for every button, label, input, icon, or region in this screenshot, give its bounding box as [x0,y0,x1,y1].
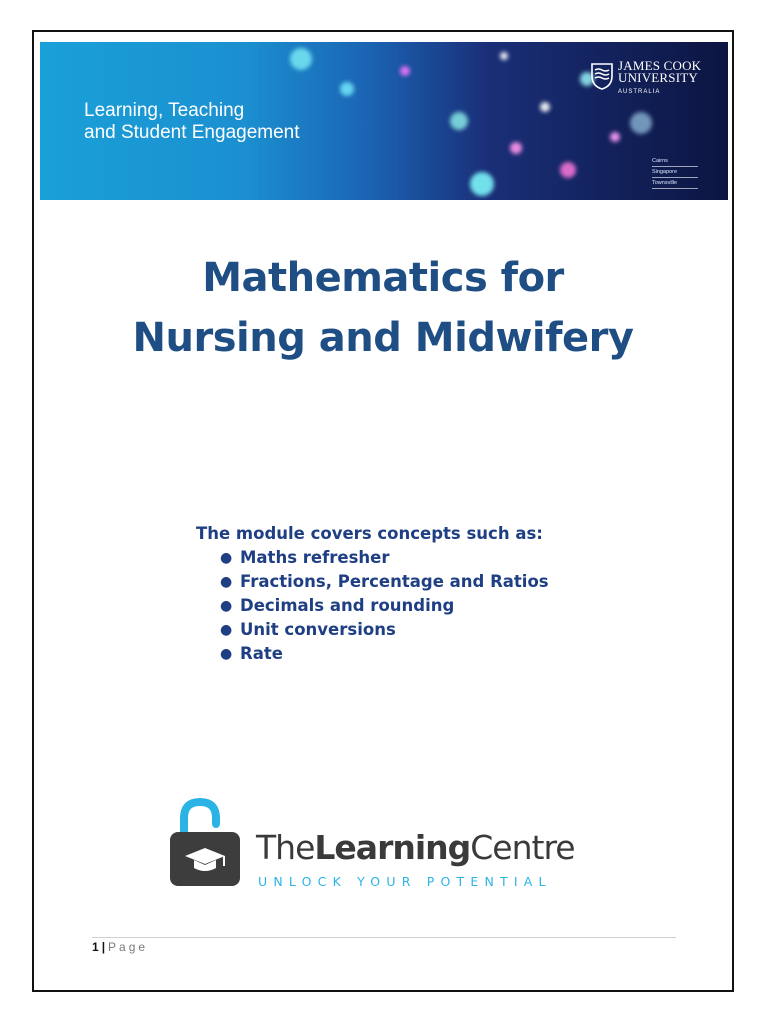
bullet-icon: ● [220,574,233,590]
bullet-icon: ● [220,550,233,566]
bullet-icon: ● [220,598,233,614]
list-item: ● Rate [240,642,549,666]
logo-tagline: UNLOCK YOUR POTENTIAL [258,874,552,889]
campus-list [652,156,698,189]
logo-name: TheLearningCentre [256,828,575,867]
module-topics [196,522,549,666]
list-item: ● Unit conversions [240,618,549,642]
list-item: ● Decimals and rounding [240,594,549,618]
university-logo [590,58,714,104]
bullet-icon: ● [220,646,233,662]
list-item: ● Maths refresher [240,546,549,570]
bullet-icon: ● [220,622,233,638]
campus-item: Townsville [652,178,698,189]
university-name: JAMES COOK UNIVERSITY [618,58,702,85]
document-page [32,30,734,992]
university-crest-icon [590,62,614,90]
campus-item: Singapore [652,167,698,178]
learning-centre-logo [170,798,575,898]
banner-title: Learning, Teaching and Student Engagement [84,100,300,143]
footer-divider [92,937,676,938]
header-banner [40,42,728,200]
campus-item: Cairns [652,156,698,167]
footer-separator: | [101,940,106,954]
page-label: Page [108,940,149,954]
page-footer [92,940,148,954]
lock-graduation-cap-icon [170,798,240,890]
list-item: ● Fractions, Percentage and Ratios [240,570,549,594]
topics-list [196,546,549,666]
document-title: Mathematics for Nursing and Midwifery [132,255,634,361]
university-country: AUSTRALIA [618,89,661,95]
topics-intro: The module covers concepts such as: [196,524,543,543]
page-number: 1 [92,940,99,954]
